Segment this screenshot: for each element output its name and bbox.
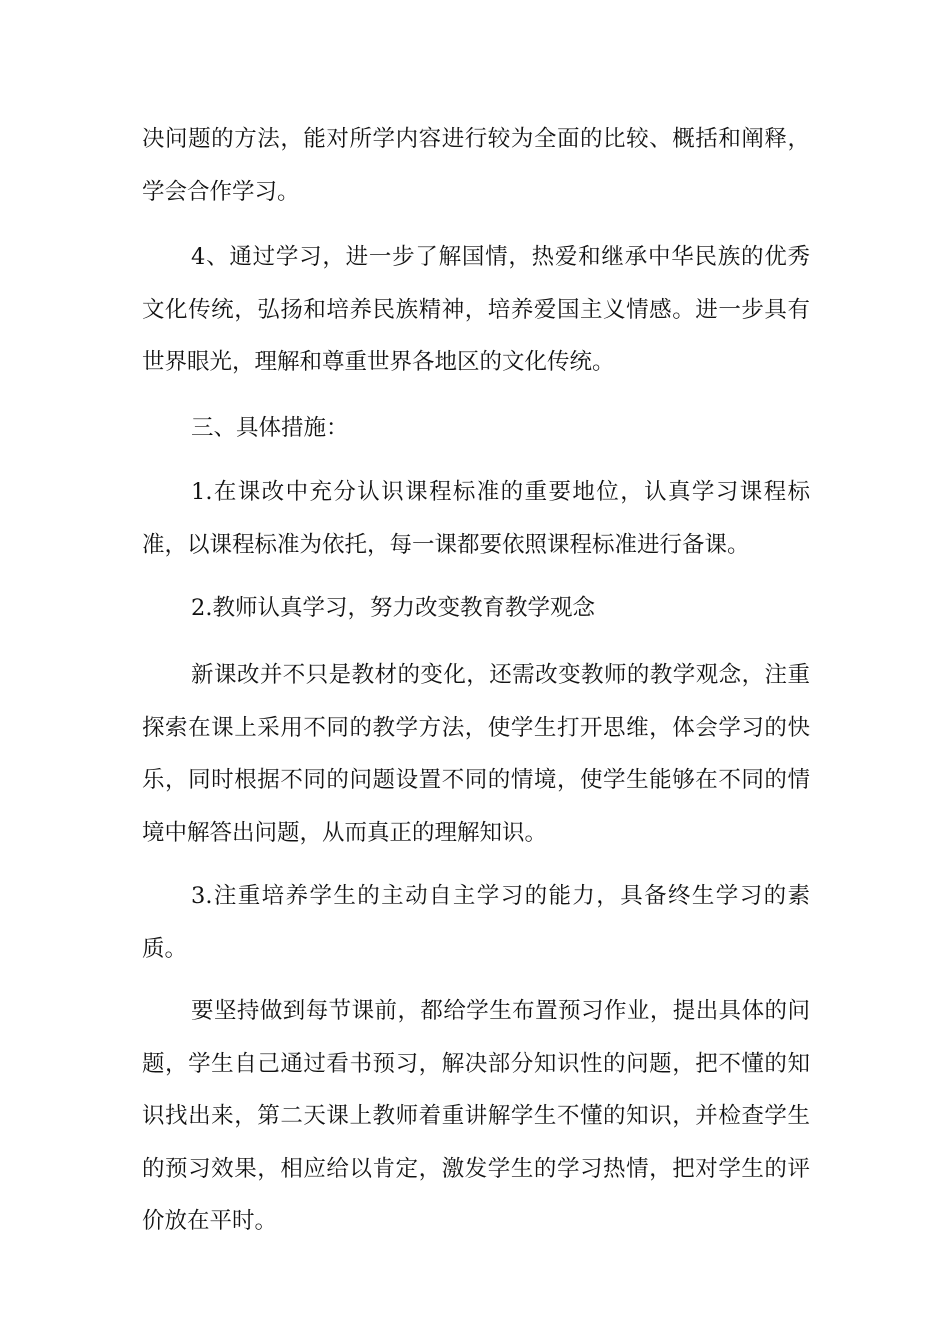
paragraph-measure-2-body: 新课改并不只是教材的变化，还需改变教师的教学观念，注重探索在课上采用不同的教学方法，使学生打开思维，体会学习的快乐，同时根据不同的问题设置不同的情境，使学生能够在不同的情境中解答出问题，从而真正的理解知识。 [142, 662, 810, 846]
paragraph-measure-3-title: 3.注重培养学生的主动自主学习的能力，具备终生学习的素质。 [142, 883, 810, 962]
paragraph-measure-1: 1.在课改中充分认识课程标准的重要地位，认真学习课程标准，以课程标准为依托，每一课都要依照课程标准进行备课。 [142, 479, 810, 558]
paragraph-goal-4: 4、通过学习，进一步了解国情，热爱和继承中华民族的优秀文化传统，弘扬和培养民族精神，培养爱国主义情感。进一步具有世界眼光，理解和尊重世界各地区的文化传统。 [142, 244, 810, 375]
section-heading-measures: 三、具体措施： [191, 415, 349, 441]
paragraph-continuation: 决问题的方法，能对所学内容进行较为全面的比较、概括和阐释，学会合作学习。 [142, 126, 810, 205]
paragraph-measure-2-title: 2.教师认真学习，努力改变教育教学观念 [191, 595, 595, 621]
paragraph-measure-3-body: 要坚持做到每节课前，都给学生布置预习作业，提出具体的问题，学生自己通过看书预习，解决部分知识性的问题，把不懂的知识找出来，第二天课上教师着重讲解学生不懂的知识，并检查学生的预习效果，相应给以肯定，激发学生的学习热情，把对学生的评价放在平时。 [142, 998, 810, 1234]
